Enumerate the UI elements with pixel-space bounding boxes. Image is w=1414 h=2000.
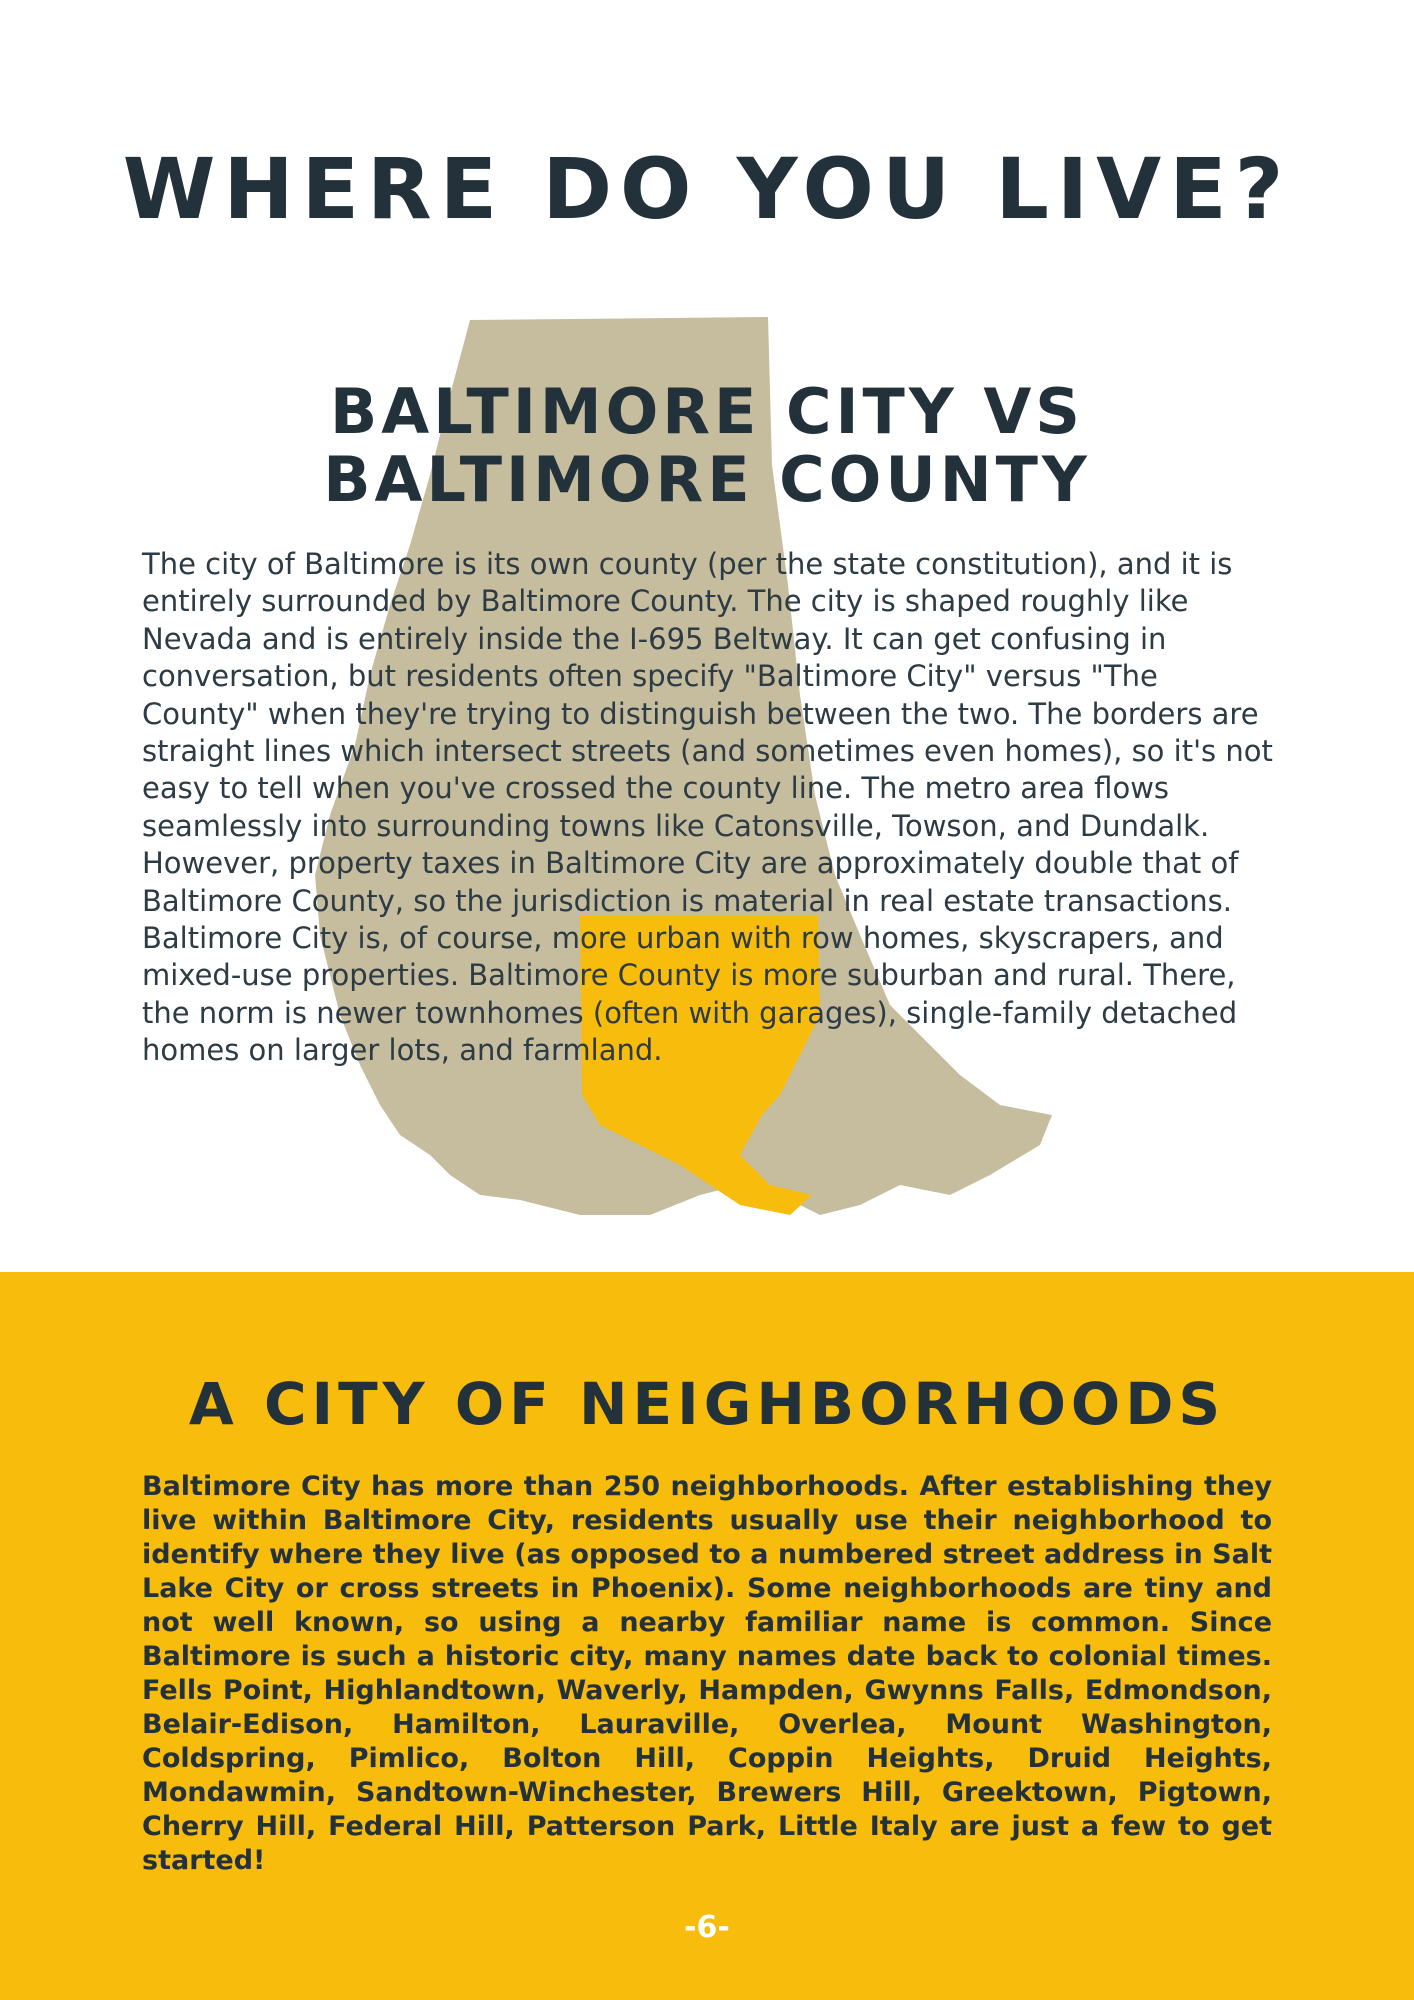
- neighborhoods-title: A CITY OF NEIGHBORHOODS: [188, 1370, 1226, 1438]
- section-title-line-1: BALTIMORE CITY VS: [330, 375, 1084, 448]
- page-title: WHERE DO YOU LIVE?: [122, 140, 1292, 238]
- section-title-city-vs-county: [0, 375, 1414, 516]
- city-vs-county-paragraph: The city of Baltimore is its own county (per the state constitution), and it is entirely surrounded by Baltimore County. The city is shaped roughly like Nevada and is entirely inside the I-695 Beltway. It can get confusing in conversation, but residents often specify "Baltimore City" versus "The County" when they're trying to distinguish between the two. The borders are straight lines which intersect streets (and sometimes even homes), so it's not easy to tell when you've crossed the county line. The metro area flows seamlessly into surrounding towns like Catonsville, Towson, and Dundalk. However, property taxes in Baltimore City are approximately double that of Baltimore County, so the jurisdiction is material in real estate transactions. Baltimore City is, of course, more urban with row homes, skyscrapers, and mixed-use properties. Baltimore County is more suburban and rural. There, the norm is newer townhomes (often with garages), single-family detached homes on larger lots, and farmland.: [142, 547, 1273, 1068]
- page-number: -6-: [684, 1910, 730, 1945]
- neighborhoods-paragraph: Baltimore City has more than 250 neighborhoods. After establishing they live within Baltimore City, residents usually use their neighborhood to identify where they live (as opposed to a numbered street address in Salt Lake City or cross streets in Phoenix). Some neighborhoods are tiny and not well known, so using a nearby familiar name is common. Since Baltimore is such a historic city, many names date back to colonial times. Fells Point, Highlandtown, Waverly, Hampden, Gwynns Falls, Edmondson, Belair-Edison, Hamilton, Lauraville, Overlea, Mount Washington, Coldspring, Pimlico, Bolton Hill, Coppin Heights, Druid Heights, Mondawmin, Sandtown-Winchester, Brewers Hill, Greektown, Pigtown, Cherry Hill, Federal Hill, Patterson Park, Little Italy are just a few to get started!: [142, 1471, 1272, 1876]
- section-title-line-2: BALTIMORE COUNTY: [323, 443, 1091, 516]
